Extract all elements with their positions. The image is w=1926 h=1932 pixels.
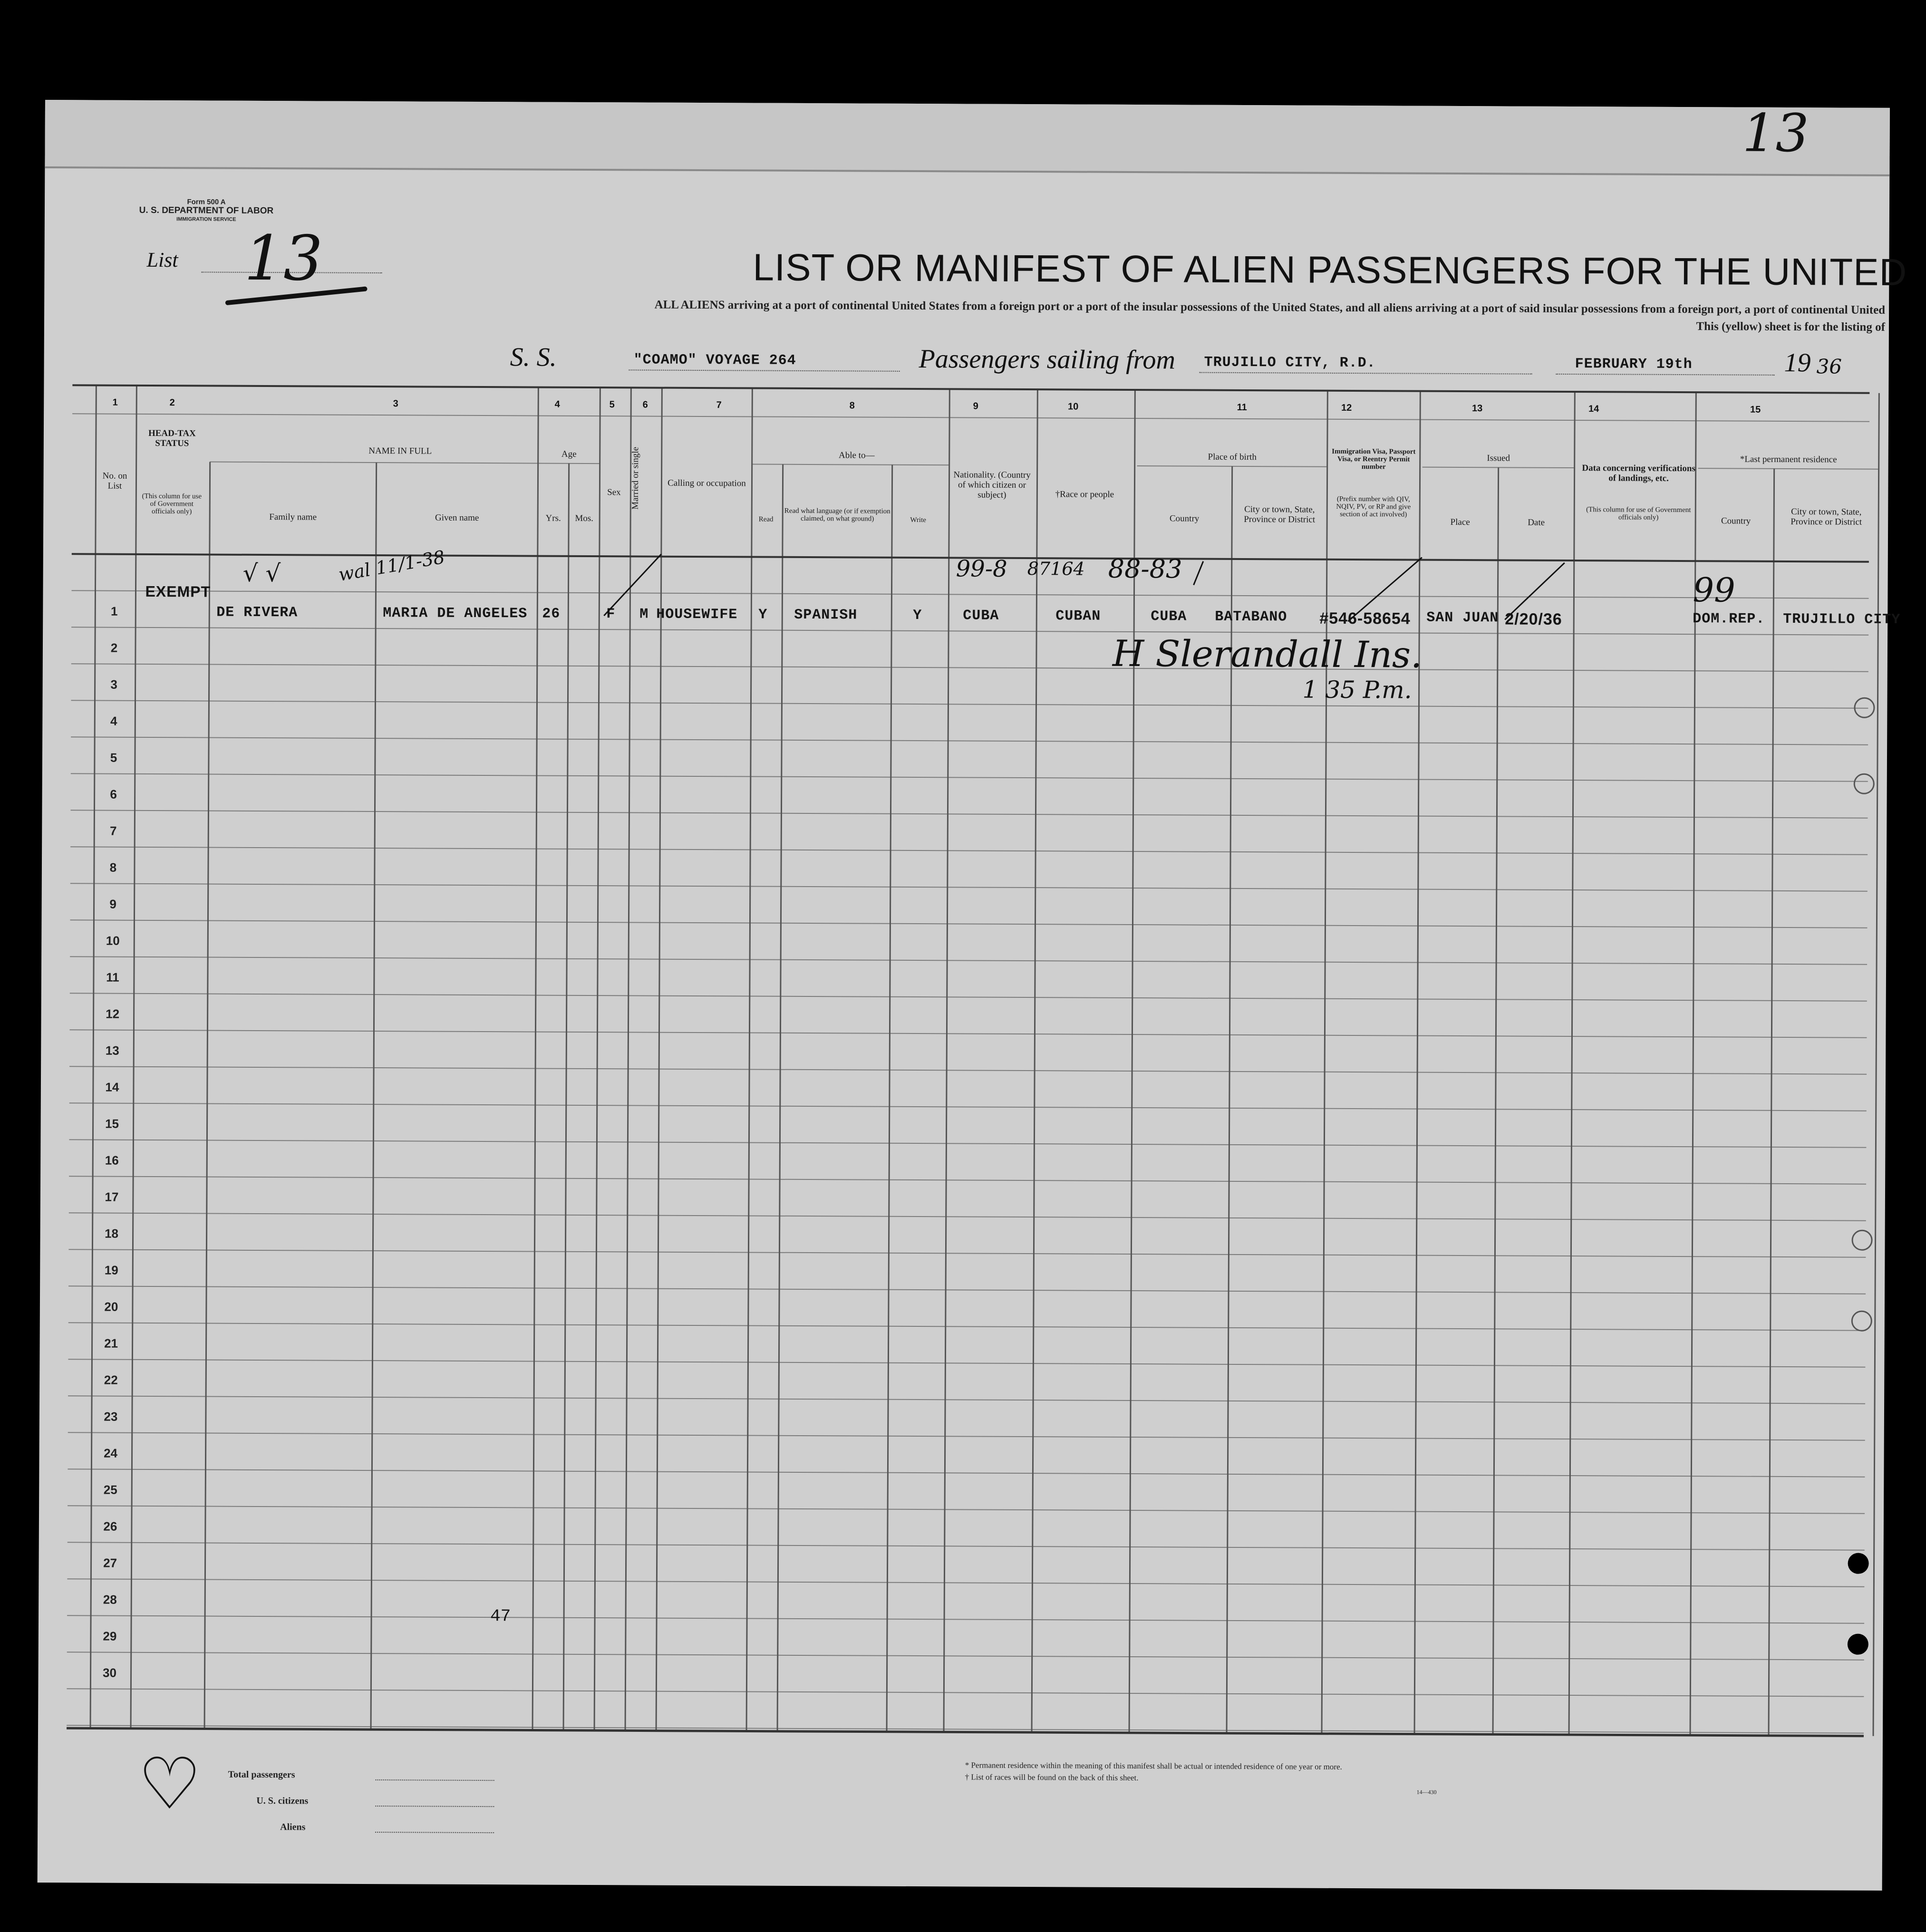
row-number: 20	[104, 1299, 118, 1314]
col-num-5: 5	[609, 399, 615, 410]
row-number: 23	[104, 1409, 118, 1424]
issued-date: 2/20/36	[1505, 610, 1562, 628]
service: IMMIGRATION SERVICE	[176, 216, 236, 222]
row-number: 1	[111, 604, 118, 618]
occupation: HOUSEWIFE	[656, 606, 738, 623]
footer-us-citizens: U. S. citizens	[256, 1795, 309, 1806]
row-number: 13	[105, 1043, 119, 1058]
row-number: 25	[103, 1482, 117, 1497]
punch-hole	[1848, 1553, 1869, 1574]
row-number: 30	[103, 1665, 117, 1680]
inspection-time: 1 35 P.m.	[1302, 676, 1412, 704]
row-number: 24	[104, 1446, 118, 1460]
hdr-read: Read	[758, 515, 774, 523]
sex: F	[606, 606, 616, 623]
list-number: 13	[244, 222, 323, 295]
hdr-head-tax-note: (This column for use of Government officials only)	[142, 492, 202, 516]
row-number: 10	[106, 933, 120, 948]
row-number: 4	[110, 714, 117, 728]
residence-note: 99	[1693, 570, 1735, 610]
row-number: 5	[110, 750, 117, 765]
row-number: 19	[104, 1263, 118, 1277]
sailing-port: TRUJILLO CITY, R.D.	[1204, 354, 1376, 372]
issued-place: SAN JUAN	[1426, 609, 1499, 627]
row-number: 14	[105, 1080, 119, 1094]
punch-hole	[1848, 1634, 1868, 1655]
col-num-1: 1	[112, 397, 118, 408]
year-suffix: 36	[1816, 355, 1842, 378]
col-num-4: 4	[554, 399, 560, 410]
hdr-data-concerning: Data concerning verifications of landings, etc.	[1582, 463, 1695, 483]
ship-name: "COAMO" VOYAGE 264	[633, 352, 796, 369]
language: SPANISH	[794, 607, 858, 624]
hdr-last-residence: *Last permanent residence	[1740, 454, 1837, 465]
residence-country: DOM.REP.	[1693, 611, 1765, 628]
col-num-3: 3	[393, 398, 398, 409]
col-num-8: 8	[849, 400, 855, 411]
row-number: 9	[109, 897, 116, 911]
corner-number: 13	[1742, 102, 1809, 164]
hdr-birth-country: Country	[1169, 513, 1200, 524]
instructions-line-1: ALL ALIENS arriving at a port of continental United States from a foreign port or a port of the insular possessions of the United States, and all aliens arriving at a port of said insular possessions from a foreign port, a port of continental United	[654, 298, 1886, 317]
punch-hole	[1851, 1230, 1872, 1251]
marital-status: M	[639, 606, 649, 623]
row-number: 28	[103, 1592, 117, 1607]
given-name: MARIA DE ANGELES	[383, 605, 528, 622]
hdr-age: Age	[561, 449, 577, 459]
hdr-mos: Mos.	[575, 513, 593, 524]
hdr-married: Married or single	[630, 446, 641, 510]
footnote-races: † List of races will be found on the back of this sheet.	[965, 1772, 1139, 1783]
hdr-no-on-list: No. on List	[102, 471, 127, 491]
head-tax-status: EXEMPT	[145, 582, 211, 600]
list-label: List	[146, 248, 178, 272]
row-number: 21	[104, 1336, 118, 1351]
age-years: 26	[542, 606, 561, 622]
page-title: LIST OR MANIFEST OF ALIEN PASSENGERS FOR THE UNITED	[753, 246, 1907, 294]
residence-city: TRUJILLO CITY	[1783, 611, 1901, 628]
punch-hole	[1854, 697, 1875, 718]
row-number: 22	[104, 1372, 118, 1387]
row-number: 27	[103, 1555, 117, 1570]
col-num-11: 11	[1237, 402, 1247, 413]
hdr-birth-city: City or town, State, Province or District	[1244, 504, 1316, 525]
annotation-strokes	[38, 100, 1890, 1891]
row-number: 18	[105, 1226, 119, 1241]
sailing-date: FEBRUARY 19th	[1575, 356, 1693, 373]
birth-city: BATABANO	[1215, 609, 1287, 626]
row-number: 7	[109, 823, 117, 838]
hdr-visa-note: (Prefix number with QIV, NQIV, PV, or RP and give section of act involved)	[1336, 495, 1411, 519]
hdr-place-of-birth: Place of birth	[1208, 452, 1257, 463]
hdr-res-city: City or town, State, Province or District	[1791, 507, 1862, 527]
race-note-2: 88-83	[1108, 553, 1182, 584]
row-number: 2	[110, 640, 118, 655]
hdr-issued: Issued	[1487, 453, 1510, 464]
hdr-issued-place: Place	[1450, 517, 1470, 528]
col-num-13: 13	[1472, 403, 1483, 414]
manifest-sheet	[38, 100, 1907, 1891]
race: CUBAN	[1055, 608, 1101, 625]
nationality-note: 99-8	[956, 555, 1007, 582]
hdr-res-country: Country	[1721, 516, 1751, 526]
col-num-9: 9	[973, 401, 978, 412]
hdr-visa: Immigration Visa, Passport Visa, or Reentry Permit number	[1332, 447, 1416, 471]
col-num-12: 12	[1341, 402, 1352, 413]
hdr-able-to: Able to—	[838, 450, 875, 461]
row-number: 26	[103, 1519, 117, 1534]
hdr-read-language: Read what language (or if exemption claimed, on what ground)	[784, 507, 890, 523]
hdr-sex: Sex	[607, 487, 621, 498]
can-write: Y	[913, 607, 922, 624]
footer-aliens: Aliens	[280, 1822, 306, 1833]
row-number: 15	[105, 1116, 119, 1131]
page-total: 47	[490, 1606, 511, 1626]
row-number: 11	[106, 970, 119, 985]
form-number: Form 500 A	[187, 198, 226, 206]
col-num-14: 14	[1588, 404, 1599, 415]
hdr-race: †Race or people	[1055, 489, 1114, 500]
nationality: CUBA	[963, 608, 999, 624]
can-read: Y	[758, 607, 768, 623]
check-marks: √ √	[242, 559, 281, 588]
hdr-data-note: (This column for use of Government officials only)	[1586, 506, 1691, 522]
hdr-given-name: Given name	[435, 512, 479, 523]
row-number: 8	[109, 860, 117, 875]
row-number: 17	[105, 1189, 119, 1204]
col-num-2: 2	[169, 397, 175, 408]
punch-hole	[1851, 1311, 1872, 1332]
footnote-residence: * Permanent residence within the meaning of this manifest shall be actual or intended residence of one year or more.	[965, 1760, 1342, 1771]
inspector-signature: H Slerandall Ins.	[1112, 632, 1423, 676]
row-number: 6	[110, 787, 117, 802]
instructions-line-2: This (yellow) sheet is for the listing of	[1696, 320, 1886, 334]
hdr-family-name: Family name	[269, 512, 317, 522]
heart-mark: ♡	[137, 1742, 202, 1826]
row-number: 3	[110, 677, 117, 692]
wal-note: wal 11/1-38	[337, 546, 446, 586]
year-prefix: 19	[1784, 348, 1811, 378]
hdr-nationality: Nationality. (Country of which citizen or subject)	[953, 470, 1031, 500]
hdr-calling: Calling or occupation	[668, 478, 746, 489]
footer-total-passengers: Total passengers	[228, 1769, 295, 1780]
col-num-15: 15	[1750, 404, 1761, 415]
family-name: DE RIVERA	[216, 604, 298, 621]
row-number: 29	[103, 1629, 117, 1643]
hdr-write: Write	[910, 516, 926, 524]
col-num-10: 10	[1068, 401, 1079, 412]
ss-label: S. S.	[510, 342, 557, 372]
punch-hole	[1854, 773, 1875, 794]
row-number: 12	[106, 1006, 120, 1021]
hdr-head-tax: HEAD-TAX STATUS	[148, 428, 196, 449]
hdr-issued-date: Date	[1528, 517, 1545, 528]
department: U. S. DEPARTMENT OF LABOR	[139, 205, 274, 216]
hdr-name-in-full: NAME IN FULL	[368, 445, 432, 456]
sailing-label: Passengers sailing from	[919, 344, 1176, 375]
row-number: 16	[105, 1153, 119, 1168]
race-note: 87164	[1027, 558, 1085, 580]
hdr-yrs: Yrs.	[545, 513, 561, 523]
visa-number: #546-58654	[1319, 609, 1411, 628]
birth-country: CUBA	[1151, 609, 1187, 625]
form-code: 14—430	[1416, 1788, 1437, 1796]
col-num-6: 6	[642, 399, 648, 410]
col-num-7: 7	[716, 400, 722, 411]
